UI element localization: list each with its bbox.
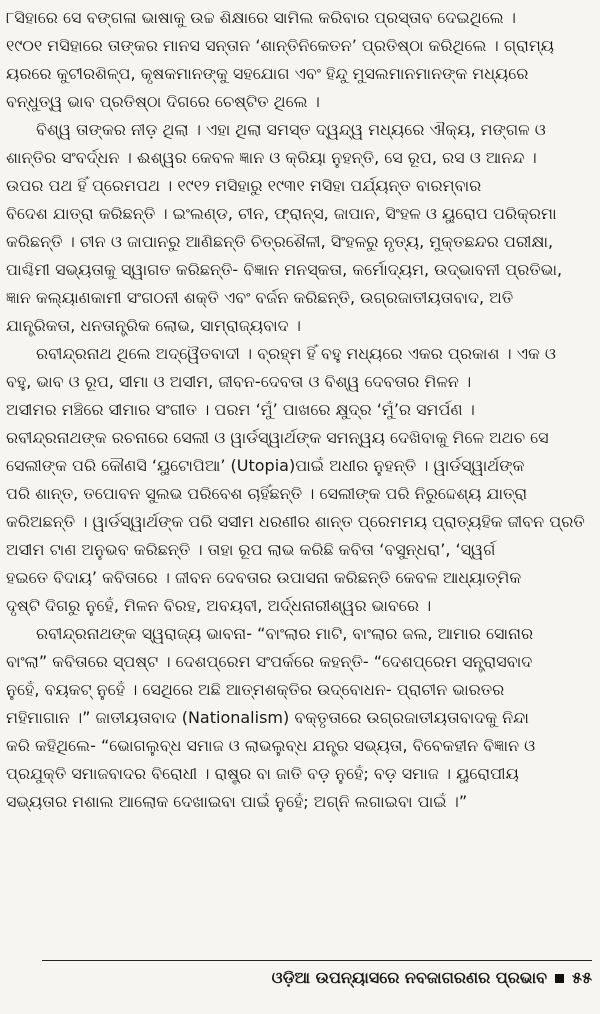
- text-line: ଅସୀମ ଟାଣ ଅନୁଭବ କରିଛନ୍ତି । ତାହା ରୂପ ଲାଭ କରିଛି କବିତା ‘ବସୁନ୍ଧରା’, ‘ସ୍ୱର୍ଗ: [6, 540, 496, 559]
- square-bullet-icon: [555, 974, 564, 983]
- text-line: ପ୍ରଯୁକ୍ତି ସମାଜବାଦର ବିରୋଧୀ । ରାଷ୍ଟ୍ର ବା ଜାତି ବଡ଼ ନୁହେଁ; ବଡ଼ ସମାଜ । ୟୁରୋପୀୟ: [6, 764, 519, 783]
- text-line: ବିଦେଶ ଯାତ୍ରା କରିଛନ୍ତି । ଇଂଲଣ୍ଡ, ଚୀନ, ଫ୍ରାନ୍ସ, ଜାପାନ, ସିଂହଳ ଓ ୟୁରୋପ ପରିକ୍ରମା: [6, 204, 557, 223]
- text-line: ପରି ଶାନ୍ତ, ତପୋବନ ସୁଲଭ ପରିବେଶ ଚାହିଁଛନ୍ତି । ସେଲୀଙ୍କ ପରି ନିରୁଦ୍ଦେଶ୍ୟ ଯାତ୍ରା: [6, 484, 528, 503]
- text-line: ସେଲୀଙ୍କ ପରି କୌଣସି ‘ୟୁଟୋପିଆ’ (Utopia)ପାଇଁ ଅଧୀର ନୁହନ୍ତି । ୱାର୍ଡସ୍‌ୱାର୍ଥଙ୍କ: [6, 456, 525, 475]
- text-line: କରିଛନ୍ତି । ଚୀନ ଓ ଜାପାନରୁ ଆଣିଛନ୍ତି ଚିତ୍ରଶୈଳୀ, ସିଂହଳରୁ ନୃତ୍ୟ, ମୁକ୍ତଛନ୍ଦର ପରୀକ୍ଷା,: [6, 232, 554, 251]
- paragraph: [6, 620, 594, 816]
- text-line: ବନ୍ଧୁତ୍ୱ ଭାବ ପ୍ରତିଷ୍ଠା ଦିଗରେ ଚେଷ୍ଟିତ ଥିଲେ ।: [6, 92, 320, 111]
- paragraph: [6, 4, 594, 116]
- paragraph: [6, 116, 594, 340]
- text-line: ପାଶ୍ଚିମୀ ସଭ୍ୟତାକୁ ସ୍ୱାଗତ କରିଛନ୍ତି- ବିଜ୍ଞାନ ମନସ୍କତା, କର୍ମୋଦ୍ୟମ, ଉଦ୍‌ଭାବନୀ ପ୍ରତିଭା,: [6, 260, 563, 279]
- running-footer: [272, 968, 592, 988]
- text-line: ଅସୀମର ମଞ୍ଚିରେ ସୀମାର ସଂଗୀତ । ପରମ ‘ମୁଁ’ ପାଖରେ କ୍ଷୁଦ୍ର ‘ମୁଁ’ର ସମର୍ପଣ ।: [6, 400, 475, 419]
- text-line: ଦୃଷ୍ଟି ଦିଗରୁ ନୁହେଁ, ମିଳନ ବିରହ, ଅବୟବୀ, ଅର୍ଦ୍ଧନାରୀଶ୍ୱର ଭାବରେ ।: [6, 596, 432, 615]
- text-line: ରବୀନ୍ଦ୍ରନାଥଙ୍କ ରଚନାରେ ସେଲୀ ଓ ୱାର୍ଡସ୍‌ୱାର୍ଥଙ୍କ ସମନ୍ୱୟ ଦେଖିବାକୁ ମିଳେ ଅଥଚ ସେ: [6, 428, 549, 447]
- text-line: ଉପର ପଥ ହିଁ ପ୍ରେମପଥ । ୧୯୧୨ ମସିହାରୁ ୧୯୩୧ ମସିହା ପର୍ଯ୍ୟନ୍ତ ବାରମ୍ବାର: [6, 176, 482, 195]
- text-line: ବିଶ୍ୱ ତାଙ୍କର ନୀଡ଼ ଥିଲା । ଏହା ଥିଲା ସମସ୍ତ ଦ୍ୱନ୍ଦ୍ୱ ମଧ୍ୟରେ ଐକ୍ୟ, ମଙ୍ଗଳ ଓ: [36, 120, 546, 139]
- text-line: ୧୯୦୧ ମସିହାରେ ତାଙ୍କର ମାନସ ସନ୍ତାନ ‘ଶାନ୍ତିନିକେତନ’ ପ୍ରତିଷ୍ଠା କରିଥିଲେ । ଗ୍ରାମ୍ୟ: [6, 36, 555, 55]
- page-number: ୫୫: [572, 968, 592, 987]
- text-line: ସଭ୍ୟତାର ମଶାଲ ଆଲୋକ ଦେଖାଇବା ପାଇଁ ନୁହେଁ; ଅଗ୍ନି ଲଗାଇବା ପାଇଁ ।”: [6, 792, 468, 811]
- text-line: ଶାନ୍ତିର ସଂବର୍ଦ୍ଧନ । ଈଶ୍ୱର କେବଳ ଜ୍ଞାନ ଓ କ୍ରିୟା ନୁହନ୍ତି, ସେ ରୂପ, ରସ ଓ ଆନନ୍ଦ ।: [6, 148, 537, 167]
- text-line: ମହିମାଗାନ ।” ଜାତୀୟତାବାଦ (Nationalism) ବକ୍ତୃତାରେ ଉଗ୍ରଜାତୀୟତାବାଦକୁ ନିନ୍ଦା: [6, 708, 529, 727]
- text-line: ବାଂଲା” କବିତାରେ ସ୍ପଷ୍ଟ । ଦେଶପ୍ରେମ ସଂପର୍କରେ କହନ୍ତି- “ଦେଶପ୍ରେମ ସନ୍ତ୍ରାସବାଦ: [6, 652, 533, 671]
- body-text: [6, 4, 594, 816]
- text-line: ଜ୍ଞାନ କଲ୍ୟାଣକାମୀ ସଂଗଠନୀ ଶକ୍ତି ଏବଂ ବର୍ଜନ କରିଛନ୍ତି, ଉଗ୍ରଜାତୀୟତାବାଦ, ଅତି: [6, 288, 514, 307]
- text-line: ରବୀନ୍ଦ୍ରନାଥଙ୍କ ସ୍ୱରାଜ୍ୟ ଭାବନା- “ବାଂଲାର ମାଟି, ବାଂଲାର ଜଲ, ଆମାର ସୋନାର: [36, 624, 534, 643]
- text-line: ୟରରେ କୁଟୀରଶିଳ୍ପ, କୃଷକମାନଙ୍କୁ ସହଯୋଗ ଏବଂ ହିନ୍ଦୁ ମୁସଲମାନମାନଙ୍କ ମଧ୍ୟରେ: [6, 64, 529, 83]
- text-line: କରି କହିଥିଲେ- “ଭୋଗଲୁବ୍ଧ ସମାଜ ଓ ଲାଭଲୁବ୍ଧ ଯନ୍ତ୍ର ସଭ୍ୟତା, ବିବେକହୀନ ବିଜ୍ଞାନ ଓ: [6, 736, 536, 755]
- text-line: ଯାନ୍ତ୍ରିକତା, ଧନତାନ୍ତ୍ରିକ ଲୋଭ, ସାମ୍ରାଜ୍ୟବାଦ ।: [6, 316, 301, 335]
- footer-rule: [42, 960, 592, 961]
- text-line: ବହୁ, ଭାବ ଓ ରୂପ, ସୀମା ଓ ଅସୀମ, ଜୀବନ-ଦେବତା ଓ ବିଶ୍ୱ ଦେବତାର ମିଳନ ।: [6, 372, 472, 391]
- text-line: କରିଅଛନ୍ତି । ୱାର୍ଡସ୍‌ୱାର୍ଥଙ୍କ ପରି ସସୀମ ଧରଣୀର ଶାନ୍ତ ପ୍ରେମମୟ ପ୍ରାତ୍ୟହିକ ଜୀବନ ପ୍ରତି: [6, 512, 585, 531]
- text-line: ହଇତେ ବିଦାୟ’ କବିତାରେ । ଜୀବନ ଦେବତାର ଉପାସନା କରିଛନ୍ତି କେବଳ ଆଧ୍ୟାତ୍ମିକ: [6, 568, 522, 587]
- paragraph: [6, 340, 594, 620]
- text-line: ନୁହେଁ, ବୟକଟ୍ ନୁହେଁ । ସେଥିରେ ଅଛି ଆତ୍ମଶକ୍ତିର ଉଦ୍‌ବୋଧନ- ପ୍ରାଚୀନ ଭାରତର: [6, 680, 505, 699]
- running-title: ଓଡ଼ିଆ ଉପନ୍ୟାସରେ ନବଜାଗରଣର ପ୍ରଭାବ: [271, 968, 548, 987]
- text-line: ୮ସିହାରେ ସେ ବଙ୍ଗଳା ଭାଷାକୁ ଉଚ୍ଚ ଶିକ୍ଷାରେ ସାମିଲ କରିବାର ପ୍ରସ୍ତାବ ଦେଇଥିଲେ ।: [6, 8, 516, 27]
- text-line: ରବୀନ୍ଦ୍ରନାଥ ଥିଲେ ଅଦ୍ୱୈତବାଦୀ । ବ୍ରହ୍ମ ହିଁ ବହୁ ମଧ୍ୟରେ ଏକର ପ୍ରକାଶ । ଏକ ଓ: [36, 344, 556, 363]
